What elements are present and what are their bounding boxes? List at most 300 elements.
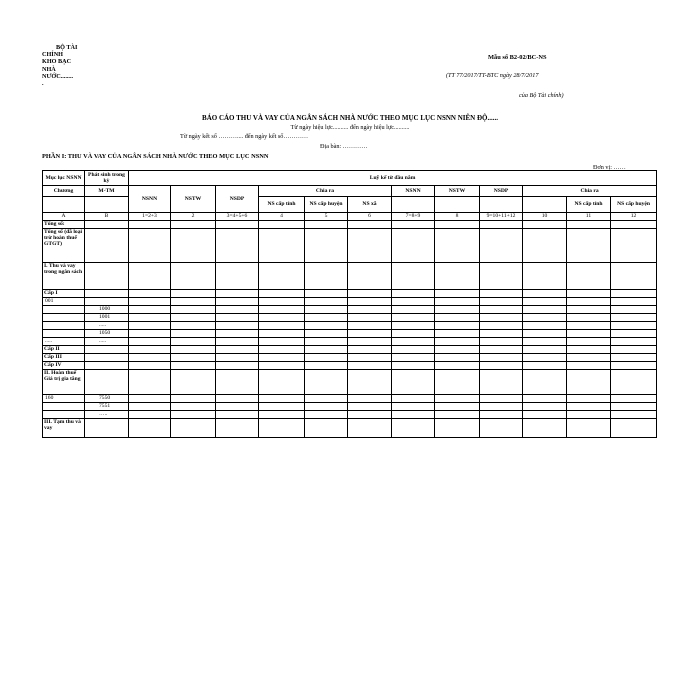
table-row: [43, 354, 657, 362]
row-code-cell: 1000: [85, 306, 129, 314]
value-cell: [348, 419, 392, 438]
value-cell: [216, 290, 259, 298]
column-index-cell: 10: [523, 213, 567, 221]
value-cell: [348, 263, 392, 290]
value-cell: [305, 306, 348, 314]
value-cell: [611, 306, 657, 314]
value-cell: [435, 403, 480, 411]
value-cell: [129, 290, 171, 298]
value-cell: [348, 306, 392, 314]
value-cell: [216, 370, 259, 395]
value-cell: [259, 346, 305, 354]
row-code-cell: [85, 362, 129, 370]
value-cell: [171, 290, 216, 298]
value-cell: [567, 411, 611, 419]
value-cell: [392, 290, 435, 298]
value-cell: [567, 263, 611, 290]
value-cell: [567, 298, 611, 306]
value-cell: [480, 322, 523, 330]
value-cell: [216, 346, 259, 354]
col-head-m-tm: M-TM: [85, 186, 129, 197]
row-label-cell: 001: [43, 298, 85, 306]
row-label-cell: [43, 314, 85, 322]
value-cell: [567, 322, 611, 330]
row-label-cell: Cấp I: [43, 290, 85, 298]
row-code-cell: 7550: [85, 395, 129, 403]
value-cell: [435, 362, 480, 370]
value-cell: [171, 298, 216, 306]
value-cell: [171, 370, 216, 395]
value-cell: [567, 362, 611, 370]
row-code-cell: [85, 419, 129, 438]
value-cell: [611, 263, 657, 290]
value-cell: [611, 338, 657, 346]
table-row: [43, 330, 657, 338]
col-head-chia-ra-2: Chia ra: [523, 186, 657, 197]
value-cell: [259, 411, 305, 419]
value-cell: [523, 306, 567, 314]
col-head-luy-ke: Luỹ kế từ đầu năm: [129, 171, 657, 186]
row-code-cell: [85, 263, 129, 290]
value-cell: [611, 354, 657, 362]
table-row: [43, 229, 657, 263]
closing-dates: Từ ngày kết số ……….... đến ngày kết số…………: [180, 133, 309, 140]
value-cell: [523, 354, 567, 362]
value-cell: [523, 338, 567, 346]
value-cell: [392, 395, 435, 403]
value-cell: [216, 338, 259, 346]
value-cell: [611, 362, 657, 370]
value-cell: [305, 403, 348, 411]
ministry-line1: BỘ TÀI: [56, 44, 78, 51]
value-cell: [348, 354, 392, 362]
table-row: [43, 221, 657, 229]
row-code-cell: 1001: [85, 314, 129, 322]
value-cell: [523, 314, 567, 322]
row-label-cell: [43, 322, 85, 330]
table-row: [43, 395, 657, 403]
column-index-cell: 7=8+9: [392, 213, 435, 221]
value-cell: [348, 229, 392, 263]
value-cell: [523, 263, 567, 290]
value-cell: [523, 419, 567, 438]
value-cell: [480, 229, 523, 263]
col-head-ns-cap-tinh-1: NS cấp tỉnh: [259, 197, 305, 213]
value-cell: [171, 263, 216, 290]
value-cell: [129, 346, 171, 354]
header-row-2: [43, 186, 657, 197]
value-cell: [611, 411, 657, 419]
value-cell: [435, 306, 480, 314]
row-label-cell: [43, 306, 85, 314]
value-cell: [171, 346, 216, 354]
value-cell: [392, 298, 435, 306]
value-cell: [611, 290, 657, 298]
value-cell: [216, 229, 259, 263]
table-row: [43, 306, 657, 314]
value-cell: [480, 290, 523, 298]
value-cell: [348, 362, 392, 370]
value-cell: [259, 263, 305, 290]
col-head-nstw: NSTW: [171, 186, 216, 213]
table-row: [43, 298, 657, 306]
value-cell: [435, 298, 480, 306]
effective-dates: Từ ngày hiệu lực.......... đến ngày hiệu lực..........: [290, 124, 410, 131]
row-label-cell: Tổng số:: [43, 221, 85, 229]
treasury-line4: .: [42, 80, 44, 88]
col-head-nsnn: NSNN: [129, 186, 171, 213]
treasury-line3: NƯỚC........: [42, 72, 74, 80]
value-cell: [480, 306, 523, 314]
value-cell: [305, 314, 348, 322]
value-cell: [611, 298, 657, 306]
row-code-cell: [85, 229, 129, 263]
value-cell: [216, 306, 259, 314]
value-cell: [216, 362, 259, 370]
value-cell: [435, 395, 480, 403]
row-label-cell: .....: [43, 338, 85, 346]
value-cell: [259, 338, 305, 346]
value-cell: [567, 403, 611, 411]
value-cell: [129, 403, 171, 411]
form-code: Mẫu số B2-02/BC-NS: [488, 54, 547, 61]
value-cell: [171, 403, 216, 411]
row-label-cell: II. Hoàn thuế Giá trị gia tăng: [43, 370, 85, 395]
row-code-cell: [85, 346, 129, 354]
col-head-ns-cap-huyen-2: NS cấp huyện: [611, 197, 657, 213]
value-cell: [305, 370, 348, 395]
unit-label: Đơn vị: ……: [593, 164, 626, 171]
row-label-cell: [43, 330, 85, 338]
value-cell: [129, 229, 171, 263]
value-cell: [171, 354, 216, 362]
value-cell: [216, 419, 259, 438]
part-title: PHẦN I: THU VÀ VAY CỦA NGÂN SÁCH NHÀ NƯỚC THEO MỤC LỤC NSNN: [42, 153, 269, 160]
value-cell: [348, 346, 392, 354]
table-row: [43, 290, 657, 298]
report-table: [42, 170, 657, 438]
value-cell: [216, 354, 259, 362]
value-cell: [171, 338, 216, 346]
value-cell: [305, 330, 348, 338]
value-cell: [523, 330, 567, 338]
value-cell: [305, 229, 348, 263]
blank-cell: [392, 197, 435, 213]
value-cell: [435, 370, 480, 395]
value-cell: [348, 290, 392, 298]
value-cell: [480, 263, 523, 290]
value-cell: [392, 362, 435, 370]
column-index-cell: 9=10+11+12: [480, 213, 523, 221]
col-head-ns-cap-huyen-1: NS cấp huyện: [305, 197, 348, 213]
circular-reference: (TT 77/2017/TT-BTC ngày 28/7/2017: [446, 72, 539, 79]
value-cell: [171, 221, 216, 229]
value-cell: [259, 419, 305, 438]
value-cell: [129, 306, 171, 314]
table-row: [43, 411, 657, 419]
table-row: [43, 338, 657, 346]
value-cell: [523, 229, 567, 263]
value-cell: [567, 354, 611, 362]
value-cell: [480, 403, 523, 411]
value-cell: [567, 306, 611, 314]
value-cell: [216, 330, 259, 338]
value-cell: [611, 403, 657, 411]
value-cell: [567, 395, 611, 403]
value-cell: [259, 229, 305, 263]
value-cell: [216, 411, 259, 419]
value-cell: [480, 419, 523, 438]
col-head-ns-cap-tinh-2: NS cấp tỉnh: [567, 197, 611, 213]
value-cell: [435, 229, 480, 263]
value-cell: [259, 314, 305, 322]
value-cell: [171, 229, 216, 263]
row-code-cell: [85, 221, 129, 229]
value-cell: [259, 362, 305, 370]
value-cell: [480, 411, 523, 419]
col-head-nsnn-2: NSNN: [392, 186, 435, 197]
value-cell: [348, 403, 392, 411]
value-cell: [259, 403, 305, 411]
blank-cell: [43, 197, 85, 213]
value-cell: [523, 290, 567, 298]
col-head-ns-xa-1: NS xã: [348, 197, 392, 213]
value-cell: [129, 338, 171, 346]
column-index-cell: 3=4+5+6: [216, 213, 259, 221]
value-cell: [348, 338, 392, 346]
value-cell: [305, 346, 348, 354]
value-cell: [129, 314, 171, 322]
value-cell: [480, 330, 523, 338]
value-cell: [523, 362, 567, 370]
row-code-cell: [85, 354, 129, 362]
col-head-phat-sinh: Phát sinh trong kỳ: [85, 171, 129, 186]
blank-cell: [523, 197, 567, 213]
col-head-chia-ra-1: Chia ra: [259, 186, 392, 197]
value-cell: [523, 298, 567, 306]
value-cell: [435, 330, 480, 338]
value-cell: [305, 419, 348, 438]
row-code-cell: [85, 290, 129, 298]
value-cell: [259, 290, 305, 298]
column-index-cell: 6: [348, 213, 392, 221]
value-cell: [435, 263, 480, 290]
col-head-chuong: Chương: [43, 186, 85, 197]
column-index-cell: 5: [305, 213, 348, 221]
value-cell: [523, 395, 567, 403]
row-label-cell: Cấp IV: [43, 362, 85, 370]
value-cell: [392, 322, 435, 330]
row-label-cell: [43, 411, 85, 419]
value-cell: [216, 221, 259, 229]
value-cell: [567, 330, 611, 338]
value-cell: [392, 229, 435, 263]
value-cell: [567, 314, 611, 322]
value-cell: [348, 322, 392, 330]
value-cell: [305, 322, 348, 330]
value-cell: [259, 298, 305, 306]
row-label-cell: III. Tạm thu và vay: [43, 419, 85, 438]
value-cell: [523, 221, 567, 229]
column-index-cell: 12: [611, 213, 657, 221]
value-cell: [435, 346, 480, 354]
value-cell: [611, 322, 657, 330]
column-index-cell: 1=2+3: [129, 213, 171, 221]
value-cell: [567, 290, 611, 298]
value-cell: [305, 290, 348, 298]
value-cell: [567, 370, 611, 395]
value-cell: [480, 395, 523, 403]
header-row-1: [43, 171, 657, 186]
value-cell: [129, 263, 171, 290]
value-cell: [480, 370, 523, 395]
table-row: [43, 263, 657, 290]
row-label-cell: Tổng số (đã loại trừ hoàn thuế GTGT): [43, 229, 85, 263]
value-cell: [435, 322, 480, 330]
value-cell: [480, 362, 523, 370]
table-row: [43, 362, 657, 370]
value-cell: [392, 314, 435, 322]
value-cell: [435, 290, 480, 298]
table-row: [43, 419, 657, 438]
value-cell: [305, 411, 348, 419]
value-cell: [216, 403, 259, 411]
value-cell: [611, 419, 657, 438]
value-cell: [392, 354, 435, 362]
value-cell: [348, 330, 392, 338]
value-cell: [216, 263, 259, 290]
value-cell: [523, 370, 567, 395]
value-cell: [129, 330, 171, 338]
value-cell: [523, 403, 567, 411]
row-code-cell: .....: [85, 322, 129, 330]
value-cell: [171, 362, 216, 370]
value-cell: [129, 298, 171, 306]
value-cell: [129, 411, 171, 419]
value-cell: [305, 354, 348, 362]
value-cell: [259, 322, 305, 330]
row-label-cell: [43, 403, 85, 411]
value-cell: [171, 395, 216, 403]
value-cell: [129, 419, 171, 438]
value-cell: [305, 362, 348, 370]
row-label-cell: Cấp II: [43, 346, 85, 354]
value-cell: [567, 229, 611, 263]
value-cell: [392, 411, 435, 419]
value-cell: [216, 314, 259, 322]
value-cell: [435, 419, 480, 438]
value-cell: [392, 370, 435, 395]
value-cell: [523, 411, 567, 419]
area: Địa bàn: …………: [320, 143, 368, 150]
value-cell: [480, 221, 523, 229]
blank-cell: [435, 197, 480, 213]
value-cell: [348, 221, 392, 229]
row-label-cell: I. Thu và vay trong ngân sách: [43, 263, 85, 290]
value-cell: [129, 221, 171, 229]
row-code-cell: …..: [85, 411, 129, 419]
row-code-cell: [85, 298, 129, 306]
value-cell: [611, 229, 657, 263]
value-cell: [259, 395, 305, 403]
issuer: của Bộ Tài chính): [519, 92, 564, 99]
col-head-nsdp-2: NSDP: [480, 186, 523, 197]
value-cell: [259, 221, 305, 229]
value-cell: [480, 354, 523, 362]
blank-cell: [480, 197, 523, 213]
value-cell: [392, 419, 435, 438]
value-cell: [567, 338, 611, 346]
blank-cell: [85, 197, 129, 213]
value-cell: [305, 221, 348, 229]
value-cell: [523, 346, 567, 354]
row-code-cell: [85, 370, 129, 395]
value-cell: [480, 338, 523, 346]
value-cell: [480, 346, 523, 354]
value-cell: [392, 221, 435, 229]
value-cell: [305, 263, 348, 290]
value-cell: [171, 314, 216, 322]
value-cell: [567, 346, 611, 354]
ministry-line2: CHÍNH: [42, 51, 63, 59]
column-index-cell: 8: [435, 213, 480, 221]
value-cell: [216, 395, 259, 403]
value-cell: [611, 221, 657, 229]
value-cell: [305, 395, 348, 403]
row-code-cell: 1050: [85, 330, 129, 338]
table-row: [43, 322, 657, 330]
value-cell: [392, 306, 435, 314]
value-cell: [480, 314, 523, 322]
treasury-line1: KHO BẠC: [42, 58, 72, 66]
value-cell: [392, 403, 435, 411]
value-cell: [171, 306, 216, 314]
value-cell: [435, 411, 480, 419]
col-head-muc-luc: Mục lục NSNN: [43, 171, 85, 186]
value-cell: [392, 263, 435, 290]
value-cell: [348, 298, 392, 306]
value-cell: [216, 322, 259, 330]
column-index-cell: B: [85, 213, 129, 221]
value-cell: [348, 395, 392, 403]
column-index-cell: 4: [259, 213, 305, 221]
value-cell: [611, 370, 657, 395]
value-cell: [523, 322, 567, 330]
value-cell: [259, 330, 305, 338]
value-cell: [129, 354, 171, 362]
value-cell: [259, 306, 305, 314]
col-head-nstw-2: NSTW: [435, 186, 480, 197]
value-cell: [171, 411, 216, 419]
value-cell: [611, 346, 657, 354]
value-cell: [611, 330, 657, 338]
value-cell: [129, 322, 171, 330]
col-head-nsdp: NSDP: [216, 186, 259, 213]
column-index-row: [43, 213, 657, 221]
value-cell: [171, 330, 216, 338]
value-cell: [611, 314, 657, 322]
value-cell: [348, 411, 392, 419]
row-label-cell: 160: [43, 395, 85, 403]
value-cell: [435, 314, 480, 322]
value-cell: [435, 221, 480, 229]
value-cell: [171, 419, 216, 438]
value-cell: [392, 330, 435, 338]
value-cell: [435, 354, 480, 362]
value-cell: [567, 419, 611, 438]
column-index-cell: A: [43, 213, 85, 221]
value-cell: [348, 370, 392, 395]
